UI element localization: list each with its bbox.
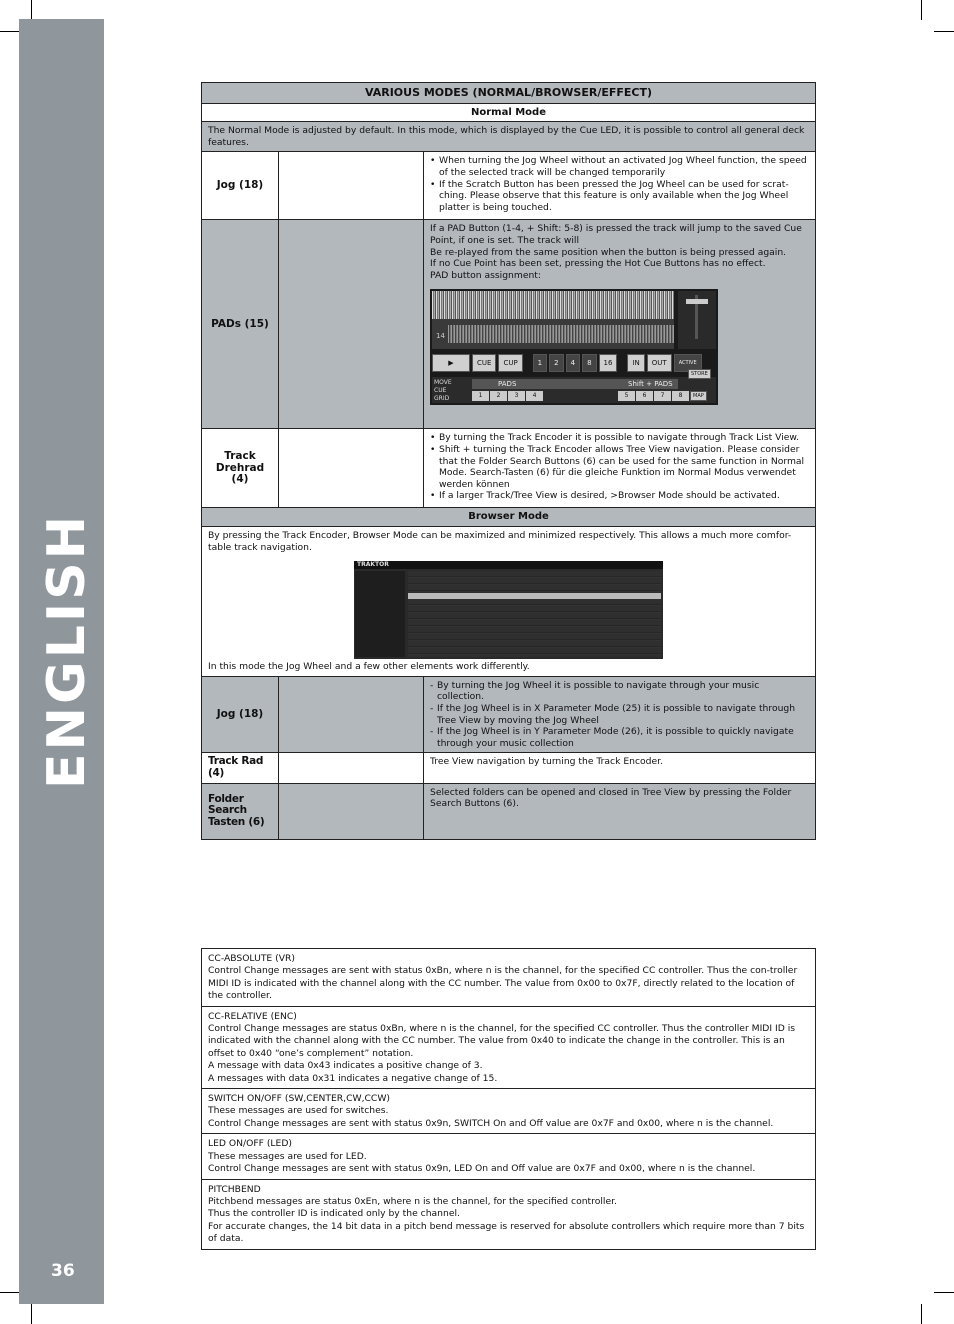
crop-mark	[934, 31, 954, 32]
shift-pads-label-text: Shift + PADS	[628, 380, 673, 389]
empty-cell	[279, 220, 424, 429]
waveform-detail	[448, 325, 674, 343]
loop-size: 4	[566, 354, 580, 372]
crop-mark	[921, 0, 922, 20]
midi-text: These messages are used for LED.	[208, 1150, 367, 1162]
empty-cell	[279, 429, 424, 508]
text-line: If no Cue Point has been set, pressing the Hot Cue Buttons has no effect.	[430, 258, 766, 270]
browser-jog-label: Jog (18)	[202, 676, 279, 753]
loop-size: 16	[599, 354, 618, 372]
pad-numbers	[472, 391, 543, 401]
language-label: ENGLISH	[37, 512, 97, 789]
pad-number: 6	[636, 391, 653, 401]
list-item: • When turning the Jog Wheel without an activated Jog Wheel function, the speed of the selected track will be changed temporarily	[439, 155, 809, 178]
browser-mode-intro: By pressing the Track Encoder, Browser Mode can be maximized and minimized respectively. This allows a much more comfor-table track navigation.	[208, 529, 792, 553]
map-button-label: MAP	[690, 391, 707, 401]
jog-description	[424, 152, 816, 220]
waveform-overview	[432, 291, 674, 319]
pads-bar	[472, 379, 678, 389]
transport-row	[432, 353, 716, 373]
text-line: Be re-played from the same position when the button is being pressed again.	[430, 246, 787, 258]
list-item: • Shift + turning the Track Encoder allows Tree View navigation. Please consider that the Folder Search Buttons (6) can be used for the same function in Normal Mode. Search-Tasten (6) für die gleiche Funktion im Normal Modus verwendet werden können	[439, 444, 809, 490]
folder-search-label: Folder Search Tasten (6)	[202, 783, 279, 839]
list-item: - By turning the Jog Wheel it is possible to navigate through your music collection.	[437, 680, 809, 703]
pad-mode-labels	[434, 379, 452, 403]
loop-size: 2	[549, 354, 563, 372]
store-button-label: STORE	[688, 369, 711, 379]
crop-mark	[921, 1304, 922, 1324]
track-number: 14	[436, 332, 445, 341]
language-sidebar	[19, 19, 104, 1304]
list-item: • If the Scratch Button has been pressed the Jog Wheel can be used for scrat-ching. Please observe that this feature is only available when the Jog Wheel platter is being touched.	[439, 179, 809, 214]
text-line: PAD button assignment:	[430, 269, 541, 281]
pad-number: 3	[508, 391, 525, 401]
folder-search-description: Selected folders can be opened and closed in Tree View by pressing the Folder Search Buttons (6).	[424, 783, 816, 839]
crop-mark	[0, 1292, 20, 1293]
midi-title: CC-ABSOLUTE (VR)	[208, 953, 295, 964]
selected-track-row	[408, 593, 661, 599]
loop-size: 8	[582, 354, 596, 372]
pads-label-text: PADS	[498, 380, 517, 389]
midi-text: Control Change messages are status 0xBn, where n is the channel, for the specified CC controller. Thus the controller MIDI ID is indicated with the channel along with the CC number. The value from 0x40 to indicate the change in the controller. This is an offset to 0x40 “one’s complement” notation.	[208, 1023, 796, 1059]
side-label: CUE	[434, 387, 447, 395]
midi-text: Pitchbend messages are status 0xEn, where n is the channel, for the specified controller.	[208, 1195, 617, 1207]
midi-text: Control Change messages are sent with status 0x9n, LED On and Off value are 0x7F and 0x00, where n is the channel.	[208, 1163, 756, 1175]
pad-number: 1	[472, 391, 489, 401]
track-list	[408, 571, 661, 657]
empty-cell	[279, 152, 424, 220]
browser-mode-intro-cell	[202, 526, 816, 676]
midi-text: A messages with data 0x31 indicates a negative change of 15.	[208, 1072, 498, 1084]
empty-cell	[279, 753, 424, 783]
midi-text: These messages are used for switches.	[208, 1105, 389, 1117]
list-item: • By turning the Track Encoder it is possible to navigate through Track List View.	[439, 432, 809, 444]
list-item: • If a larger Track/Tree View is desired, >Browser Mode should be activated.	[439, 490, 809, 502]
midi-pitchbend	[202, 1179, 816, 1249]
crop-mark	[934, 1292, 954, 1293]
pad-number: 7	[654, 391, 671, 401]
waveform-display	[432, 291, 674, 349]
pads-row	[432, 370, 716, 403]
tree-view	[355, 571, 405, 657]
list-item: - If the Jog Wheel is in X Parameter Mode (25) it is possible to navigate through Tree View by moving the Jog Wheel	[437, 703, 809, 726]
pad-number: 4	[526, 391, 543, 401]
midi-switch	[202, 1089, 816, 1134]
midi-cc-absolute	[202, 949, 816, 1007]
pad-number: 5	[618, 391, 635, 401]
traktor-browser-screenshot	[354, 561, 663, 659]
active-button-label: ACTIVE	[674, 354, 702, 372]
empty-cell	[279, 676, 424, 753]
pads-description	[424, 220, 816, 429]
midi-text: Thus the controller ID is indicated only by the channel.	[208, 1208, 460, 1220]
midi-text: Control Change messages are sent with status 0xBn, where n is the channel, for the specified CC controller. Thus the con-troller MIDI ID is indicated with the channel along with the CC number. The value from 0x00 to 0x7F, directly related to the location of the controller.	[208, 965, 798, 1002]
crop-mark	[0, 31, 20, 32]
midi-title: PITCHBEND	[208, 1183, 261, 1195]
fader-knob	[686, 299, 708, 304]
play-icon: ▶	[432, 354, 470, 372]
browser-mode-heading: Browser Mode	[202, 508, 816, 527]
pad-number: 8	[672, 391, 689, 401]
tempo-fader	[678, 291, 716, 349]
text-line: If a PAD Button (1-4, + Shift: 5-8) is pressed the track will jump to the saved Cue Point, if one is set. The track will	[430, 223, 802, 246]
pad-number: 2	[490, 391, 507, 401]
out-button-label: OUT	[647, 354, 672, 372]
midi-led	[202, 1134, 816, 1179]
in-button-label: IN	[627, 354, 644, 372]
crop-mark	[31, 0, 32, 20]
midi-messages-table	[201, 948, 816, 1250]
track-encoder-label: Track Drehrad (4)	[202, 429, 279, 508]
normal-mode-intro: The Normal Mode is adjusted by default. In this mode, which is displayed by the Cue LED, it is possible to control all general deck features.	[202, 122, 816, 152]
app-title: TRAKTOR	[354, 561, 663, 569]
midi-title: LED ON/OFF (LED)	[208, 1138, 293, 1150]
modes-title: VARIOUS MODES (NORMAL/BROWSER/EFFECT)	[202, 83, 816, 104]
track-encoder-description	[424, 429, 816, 508]
normal-mode-heading: Normal Mode	[202, 103, 816, 122]
loop-size: 1	[533, 354, 547, 372]
crop-mark	[31, 1304, 32, 1324]
midi-text: Control Change messages are sent with status 0x9n, SWITCH On and Off value are 0x7F and 0x00, where n is the channel.	[208, 1117, 774, 1129]
cup-button-label: CUP	[498, 354, 522, 372]
side-label: MOVE	[434, 379, 452, 387]
midi-title: SWITCH ON/OFF (SW,CENTER,CW,CCW)	[208, 1093, 391, 1105]
cue-button-label: CUE	[472, 354, 496, 372]
midi-title: CC-RELATIVE (ENC)	[208, 1010, 297, 1022]
list-item: - If the Jog Wheel is in Y Parameter Mode (26), it is possible to quickly navigate through your music collection	[437, 726, 809, 749]
deck-screenshot	[430, 289, 718, 405]
jog-label: Jog (18)	[202, 152, 279, 220]
midi-text: For accurate changes, the 14 bit data in a pitch bend message is reserved for absolute controllers which require more than 7 bits of data.	[208, 1220, 805, 1245]
pads-label: PADs (15)	[202, 220, 279, 429]
modes-table	[201, 82, 816, 840]
track-rad-description: Tree View navigation by turning the Track Encoder.	[424, 753, 816, 783]
track-rad-label: Track Rad (4)	[202, 753, 279, 783]
page-number: 36	[51, 1261, 75, 1281]
shift-pad-numbers	[618, 391, 689, 401]
browser-jog-description	[424, 676, 816, 753]
side-label: GRID	[434, 395, 450, 403]
midi-text: A message with data 0x43 indicates a positive change of 3.	[208, 1060, 483, 1072]
empty-cell	[279, 783, 424, 839]
midi-cc-relative	[202, 1006, 816, 1088]
browser-mode-outro: In this mode the Jog Wheel and a few other elements work differently.	[208, 661, 530, 673]
